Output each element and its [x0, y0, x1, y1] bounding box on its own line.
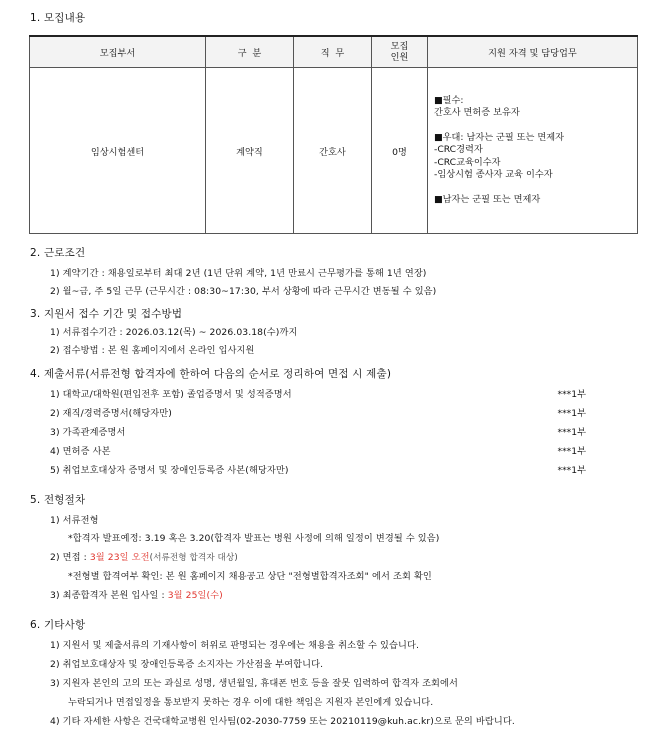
table-row: [30, 68, 638, 234]
process-step: [50, 587, 223, 601]
list-item: 누락되거나 면접일정을 통보받지 못하는 경우 이에 대한 책임은 지원자 본인에게 있습니다.: [68, 697, 434, 708]
list-item: 1) 계약기간 : 채용일로부터 최대 2년 (1년 단위 계약, 1년 만료시 근무평가를 통해 1년 연장): [50, 268, 427, 279]
cell-duty: 간호사: [294, 68, 372, 234]
copy-count: ***1부: [557, 408, 586, 419]
list-item: 2) 접수방법 : 본 원 홈페이지에서 온라인 입사지원: [50, 345, 255, 356]
table-header-row: [30, 36, 638, 68]
header-count-line1: 모집: [390, 41, 409, 52]
qual-required-title: ■필수:: [434, 94, 464, 106]
process-step: [50, 549, 238, 563]
qual-required-item: 간호사 면허증 보유자: [434, 107, 520, 119]
section-heading-process: 5. 전형절차: [30, 494, 86, 506]
list-item: 4) 면허증 사본: [50, 446, 111, 457]
qual-preferred-title: ■우대: 남자는 군필 또는 면제자: [434, 131, 564, 143]
interview-label: 2) 면접 :: [50, 552, 90, 563]
section-heading-documents: 4. 제출서류(서류전형 합격자에 한하여 다음의 순서로 정리하여 면접 시 제출): [30, 368, 392, 380]
cell-dept: 임상시험센터: [30, 68, 206, 234]
interview-target: (서류전형 합격자 대상): [149, 553, 238, 563]
list-item: 3) 가족관계증명서: [50, 427, 126, 438]
list-item: 2) 재직/경력증명서(해당자만): [50, 408, 172, 419]
list-item: 5) 취업보호대상자 증명서 및 장애인등록증 사본(해당자만): [50, 465, 289, 476]
copy-count: ***1부: [557, 427, 586, 438]
list-item: 4) 기타 자세한 사항은 건국대학교병원 인사팀(02-2030-7759 또는 20210119@kuh.ac.kr)으로 문의 바랍니다.: [50, 716, 515, 727]
process-step: 1) 서류전형: [50, 515, 99, 526]
qual-preferred-item: -임상시험 종사자 교육 이수자: [434, 169, 553, 181]
cell-qualification: [428, 68, 638, 234]
list-item: 3) 지원자 본인의 고의 또는 과실로 성명, 생년월일, 휴대폰 번호 등을 잘못 입력하여 합격자 조회에서: [50, 678, 458, 689]
start-date-label: 3) 최종합격자 본원 입사일 :: [50, 590, 168, 601]
header-duty: 직 무: [294, 36, 372, 68]
copy-count: ***1부: [557, 465, 586, 476]
section-heading-application: 3. 지원서 접수 기간 및 접수방법: [30, 308, 183, 320]
list-item: 1) 지원서 및 제출서류의 기재사항이 허위로 판명되는 경우에는 채용을 취소할 수 있습니다.: [50, 640, 419, 651]
interview-date: 3월 23일 오전: [89, 552, 150, 563]
qual-preferred-item: -CRC경력자: [434, 144, 483, 156]
list-item: 2) 월~금, 주 5일 근무 (근무시간 : 08:30~17:30, 부서 상황에 따라 근무시간 변동될 수 있음): [50, 286, 437, 297]
list-item: 2) 취업보호대상자 및 장애인등록증 소지자는 가산점을 부여합니다.: [50, 659, 324, 670]
recruitment-table: [29, 35, 638, 234]
cell-type: 계약직: [206, 68, 294, 234]
header-qualification: 지원 자격 및 담당업무: [428, 36, 638, 68]
header-count: [372, 36, 428, 68]
copy-count: ***1부: [557, 389, 586, 400]
header-type: 구 분: [206, 36, 294, 68]
section-heading-misc: 6. 기타사항: [30, 619, 86, 631]
cell-count: 0명: [372, 68, 428, 234]
section-heading-conditions: 2. 근로조건: [30, 247, 86, 259]
list-item: 1) 대학교/대학원(편입전후 포함) 졸업증명서 및 성적증명서: [50, 389, 292, 400]
process-note: *전형별 합격여부 확인: 본 원 홈페이지 채용공고 상단 "전형별합격자조회" 에서 조회 확인: [68, 571, 432, 582]
list-item: 1) 서류접수기간 : 2026.03.12(목) ~ 2026.03.18(수)까지: [50, 327, 298, 338]
start-date: 3월 25일(수): [167, 590, 223, 601]
header-dept: 모집부서: [30, 36, 206, 68]
copy-count: ***1부: [557, 446, 586, 457]
section-heading-recruitment: 1. 모집내용: [30, 12, 86, 24]
process-note: *합격자 발표예정: 3.19 혹은 3.20(합격자 발표는 병원 사정에 의해 일정이 변경될 수 있음): [68, 533, 440, 544]
header-count-line2: 인원: [390, 52, 409, 63]
qual-preferred-item: -CRC교육이수자: [434, 156, 501, 168]
qual-male-note: ■남자는 군필 또는 면제자: [434, 193, 541, 205]
